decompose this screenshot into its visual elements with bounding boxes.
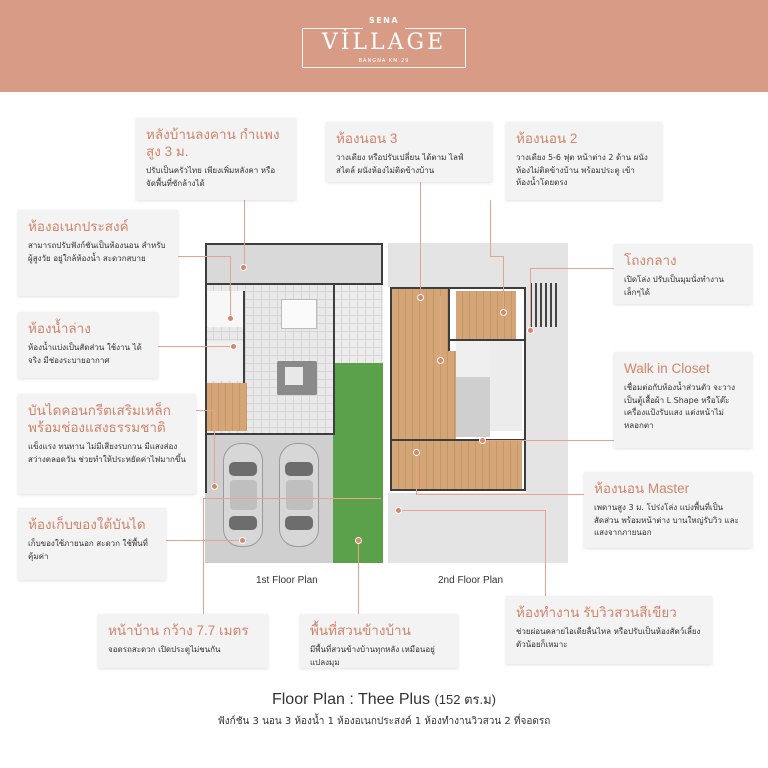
card-title: ห้องเก็บของใต้บันได: [28, 517, 146, 532]
card-garden: [300, 614, 458, 668]
card-description: ช่วยผ่อนคลายไอเดียลื่นไหล หรือปรับเป็นห้องสัตว์เลี้ยงตัวน้อยก็เหมาะ: [516, 627, 701, 649]
card-description: แข็งแรง ทนทาน ไม่มีเสียงรบกวน มีแสงส่องสว่างตลอดวัน ช่วยทำให้ประหยัดค่าไฟมากขึ้น: [28, 442, 186, 464]
card-stairs: [18, 394, 196, 494]
balcony-railing: [530, 283, 560, 327]
card-description: ปรับเป็นครัวไทย เพียงเพิ่มหลังคา หรือ จัดพื้นที่ซักล้างได้: [146, 166, 276, 188]
card-title: Walk in Closet: [624, 361, 710, 376]
card-description: เก็บของใช้ภายนอก สะดวก ใช้พื้นที่คุ้มค่า: [28, 539, 148, 561]
card-study: [506, 596, 712, 664]
card-backyard: [136, 118, 296, 200]
wall: [205, 243, 207, 493]
marker-dot: [211, 483, 218, 490]
bath-room-upper: [456, 341, 490, 377]
card-bathroom: [18, 312, 158, 378]
car: [279, 443, 319, 547]
marker-dot: [230, 343, 237, 350]
leader-line: [214, 410, 215, 486]
floor-plan-title: [0, 689, 768, 710]
side-corridor: [333, 283, 383, 363]
card-void: [614, 244, 752, 304]
floor-plan-area: (152 ตร.ม): [434, 692, 497, 707]
leader-line: [416, 494, 584, 495]
card-title: ห้องอเนกประสงค์: [28, 219, 129, 234]
card-description: สามารถปรับฟังก์ชันเป็นห้องนอน สำหรับผู้สูงวัย อยู่ใกล้ห้องน้ำ สะดวกสบาย: [28, 241, 166, 263]
card-description: เพดานสูง 3 ม. โปร่งโล่ง แบ่งพื้นที่เป็นสัดส่วน พร้อมหน้าต่าง บานใหญ่รับวิว และแสงจากภายนอก: [594, 503, 739, 537]
leader-line: [158, 346, 233, 347]
card-storage: [18, 508, 166, 580]
leader-line: [398, 510, 546, 511]
wall: [243, 291, 245, 383]
car-rear-window: [229, 516, 257, 530]
marker-dot: [417, 294, 424, 301]
marker-dot: [413, 449, 420, 456]
sena-village-logo: [302, 16, 466, 74]
side-garden-lawn: [333, 363, 383, 563]
leader-line: [490, 256, 503, 257]
first-floor-label: 1st Floor Plan: [256, 575, 318, 586]
card-title: ห้องนอน 3: [336, 131, 398, 146]
leader-line: [482, 440, 614, 441]
card-title: บันไดคอนกรีตเสริมเหล็ก พร้อมช่องแสงธรรมชาติ: [28, 403, 171, 435]
leader-line: [166, 540, 242, 541]
lower-roof-area: [388, 493, 568, 563]
marker-dot: [500, 309, 507, 316]
wall: [390, 287, 392, 491]
card-title: หน้าบ้าน กว้าง 7.7 เมตร: [108, 623, 249, 638]
leader-line: [196, 410, 214, 411]
marker-dot: [355, 537, 362, 544]
leader-line: [545, 510, 546, 598]
leader-line: [416, 452, 417, 494]
first-floor-plan: [205, 243, 383, 563]
card-description: เชื่อมต่อกับห้องน้ำส่วนตัว จะวางเป็นตู้เสื้อผ้า L Shape หรือโต๊ะเครื่องแป้งรับแสง แต่งหน้าไม่หลอกตา: [624, 383, 736, 430]
card-title: หลังบ้านลงคาน กำแพงสูง 3 ม.: [146, 127, 280, 159]
hall-room: [392, 351, 456, 441]
leader-line: [203, 498, 381, 499]
floor-plan-subtitle: ฟังก์ชัน 3 นอน 3 ห้องน้ำ 1 ห้องอเนกประสงค์ 1 ห้องทำงานวิวสวน 2 ที่จอดรถ: [217, 716, 551, 727]
card-title: ห้องน้ำล่าง: [28, 321, 91, 336]
card-master: [584, 472, 752, 548]
marker-dot: [527, 327, 534, 334]
marker-dot: [437, 357, 444, 364]
car: [223, 443, 263, 547]
second-floor-plan: [388, 243, 568, 563]
leader-line: [503, 256, 504, 312]
car-windshield: [285, 462, 313, 476]
card-description: ห้องน้ำแบ่งเป็นสัดส่วน ใช้งาน ได้จริง มีช่องระบายอากาศ: [28, 343, 142, 365]
upper-roof-area: [388, 243, 568, 287]
bathroom-room: [205, 341, 243, 381]
marker-dot: [239, 537, 246, 544]
leader-line: [358, 540, 359, 614]
wall: [205, 283, 383, 285]
stair-area: [205, 383, 247, 431]
coffee-table: [285, 367, 303, 385]
card-description: วางเตียง 5-6 ฟุต หน้าต่าง 2 ด้าน ผนังห้องไม่ติดข้างบ้าน พร้อมประตู เข้าห้องน้ำโดยตรง: [516, 153, 648, 187]
wall: [448, 287, 450, 351]
bedroom2-room: [456, 291, 516, 339]
leader-line: [530, 268, 531, 330]
wall: [390, 489, 526, 491]
card-description: มีพื้นที่สวนข้างบ้านทุกหลัง เหมือนอยู่แปลงมุม: [310, 645, 435, 667]
wall: [390, 287, 526, 289]
card-description: จอดรถสะดวก เปิดประตูไม่ชนกัน: [108, 645, 221, 654]
master-bedroom-room: [392, 441, 522, 489]
card-title: พื้นที่สวนข้างบ้าน: [310, 623, 411, 638]
stair-void: [456, 377, 490, 437]
wall: [381, 243, 383, 283]
backyard-area: [205, 243, 383, 283]
leader-line: [530, 268, 614, 269]
card-title: ห้องทำงาน รับวิวสวนสีเขียว: [516, 605, 677, 620]
brand-top: SENA: [368, 16, 400, 25]
leader-line: [440, 296, 441, 360]
dining-table: [281, 299, 317, 329]
marker-dot: [395, 507, 402, 514]
marker-dot: [227, 315, 234, 322]
walk-in-closet: [490, 341, 522, 431]
car-roof: [286, 480, 313, 510]
card-title: โถงกลาง: [624, 253, 677, 268]
brand-sub: BANGNA KM.29: [358, 58, 410, 64]
card-title: ห้องนอน 2: [516, 131, 578, 146]
second-floor-label: 2nd Floor Plan: [438, 575, 504, 586]
marker-dot: [240, 264, 247, 271]
card-multipurpose: [18, 210, 178, 296]
brand-name: VİLLAGE: [321, 30, 447, 55]
wall: [524, 287, 526, 491]
leader-line: [420, 182, 421, 298]
card-description: วางเตียง หรือปรับเปลี่ยน ได้ตาม ไลฟ์สไตล์ ผนังห้องไม่ติดข้างบ้าน: [336, 153, 464, 175]
multipurpose-room: [205, 291, 243, 327]
wall: [205, 243, 383, 245]
card-bedroom2: [506, 122, 662, 200]
card-bedroom3: [326, 122, 492, 182]
leader-line: [230, 256, 231, 318]
car-roof: [230, 480, 257, 510]
card-description: เปิดโล่ง ปรับเป็นมุมนั่งทำงาน เล็กๆได้: [624, 275, 724, 297]
car-windshield: [229, 462, 257, 476]
leader-line: [490, 200, 491, 256]
card-frontage: [98, 614, 268, 668]
wall: [450, 339, 524, 341]
wall: [333, 283, 335, 435]
card-walkin: [614, 352, 752, 448]
leader-line: [244, 200, 245, 268]
card-title: ห้องนอน Master: [594, 481, 690, 496]
car-rear-window: [285, 516, 313, 530]
leader-line: [203, 498, 204, 614]
header-banner: [0, 0, 768, 92]
leader-line: [178, 256, 230, 257]
marker-dot: [479, 437, 486, 444]
floor-plan-name: Floor Plan : Thee Plus: [271, 691, 430, 708]
wall: [205, 433, 335, 435]
